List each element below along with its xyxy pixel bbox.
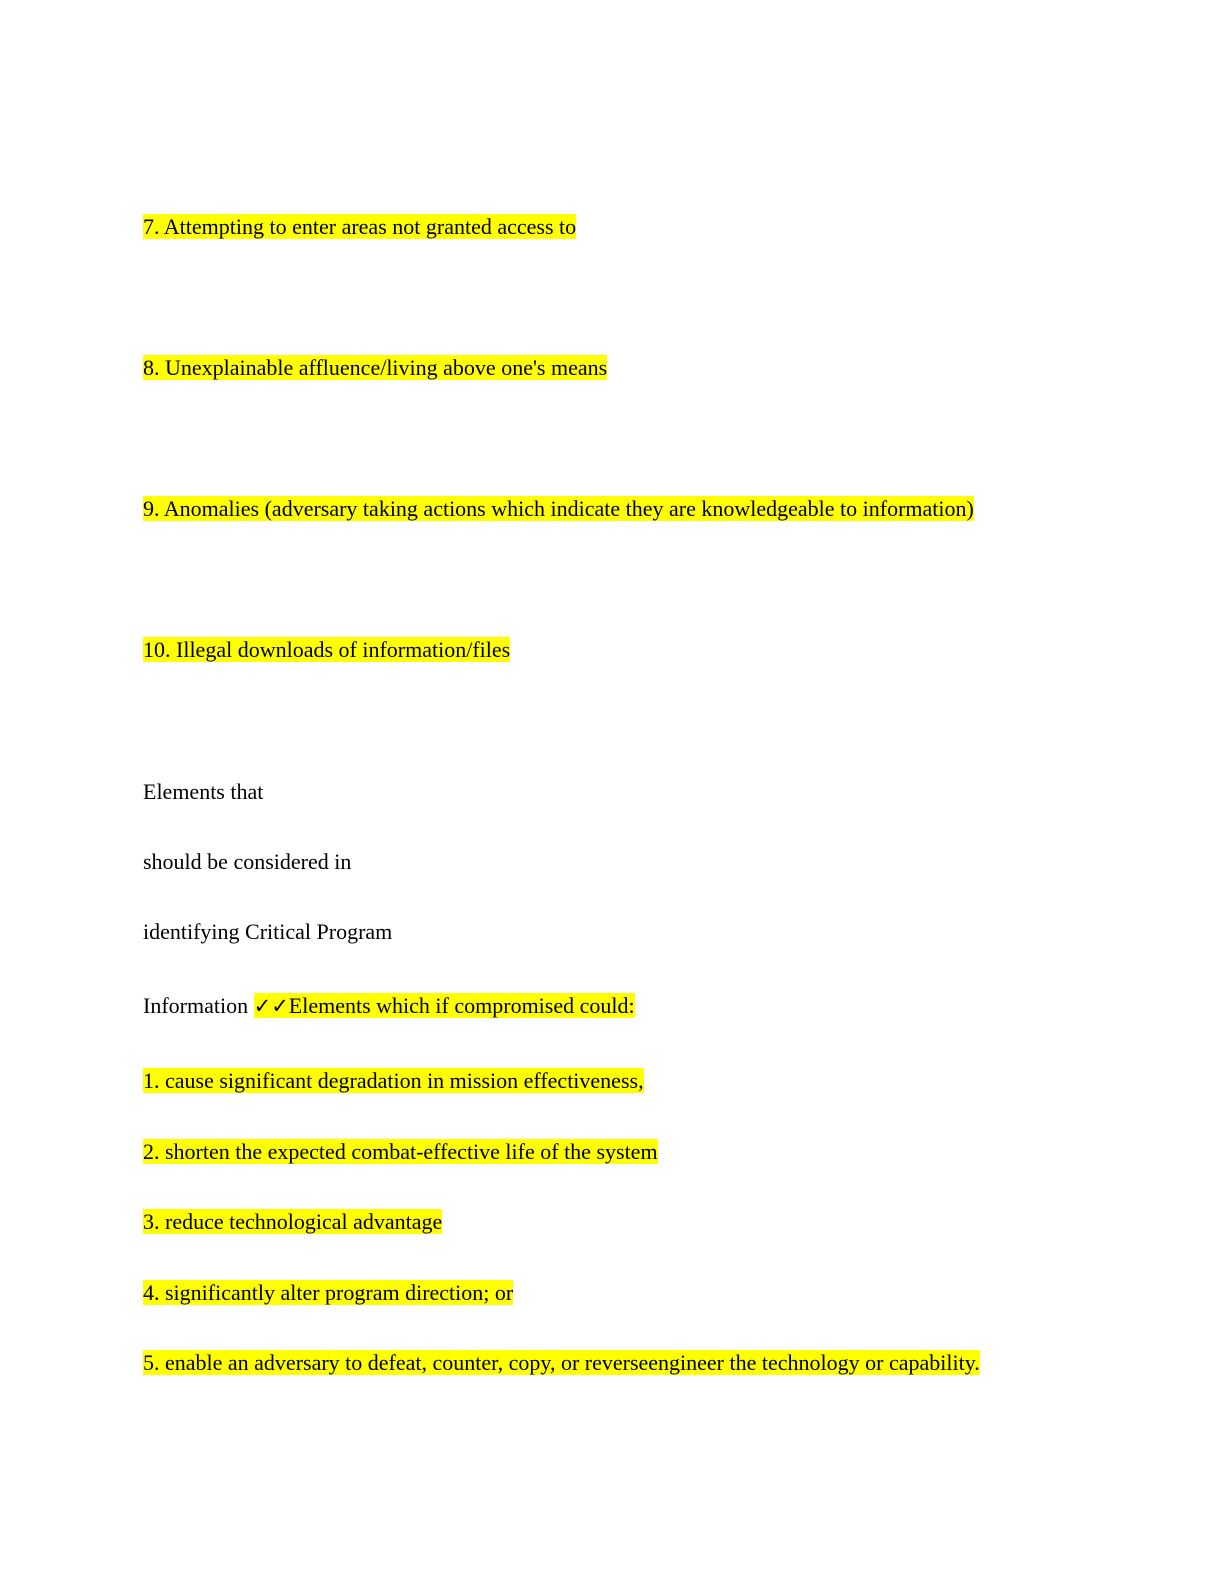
indicator-item-7 xyxy=(143,213,576,241)
answer-item-2 xyxy=(143,1138,658,1166)
double-check-icon: ✓✓ xyxy=(253,994,289,1018)
answer-item-5 xyxy=(143,1349,980,1377)
answer-item-4 xyxy=(143,1279,513,1307)
answer-text: 5. enable an adversary to defeat, counter, copy, or reverseengineer the technology or capability. xyxy=(143,1350,980,1375)
question-text: Information xyxy=(143,993,254,1018)
indicator-text: 7. Attempting to enter areas not granted access to xyxy=(143,214,577,239)
indicator-item-10 xyxy=(143,636,510,664)
indicator-item-8 xyxy=(143,354,607,382)
answer-intro-text: Elements which if compromised could: xyxy=(288,993,635,1018)
indicator-text: 10. Illegal downloads of information/files xyxy=(143,637,511,662)
answer-text: 2. shorten the expected combat-effective life of the system xyxy=(143,1139,658,1164)
question-text: should be considered in xyxy=(143,849,352,874)
answer-intro xyxy=(254,993,635,1018)
question-text: identifying Critical Program xyxy=(143,919,393,944)
answer-text: 1. cause significant degradation in mission effectiveness, xyxy=(143,1068,644,1093)
answer-text: 4. significantly alter program direction; or xyxy=(143,1280,514,1305)
question-line xyxy=(143,918,392,946)
indicator-text: 9. Anomalies (adversary taking actions which indicate they are knowledgeable to information) xyxy=(143,496,974,521)
answer-text: 3. reduce technological advantage xyxy=(143,1209,443,1234)
question-line xyxy=(143,848,351,876)
answer-item-1 xyxy=(143,1067,644,1095)
answer-item-3 xyxy=(143,1208,442,1236)
question-line xyxy=(143,778,263,806)
question-answer-line xyxy=(143,992,635,1020)
indicator-item-9 xyxy=(143,495,974,523)
question-text: Elements that xyxy=(143,779,264,804)
indicator-text: 8. Unexplainable affluence/living above one's means xyxy=(143,355,608,380)
